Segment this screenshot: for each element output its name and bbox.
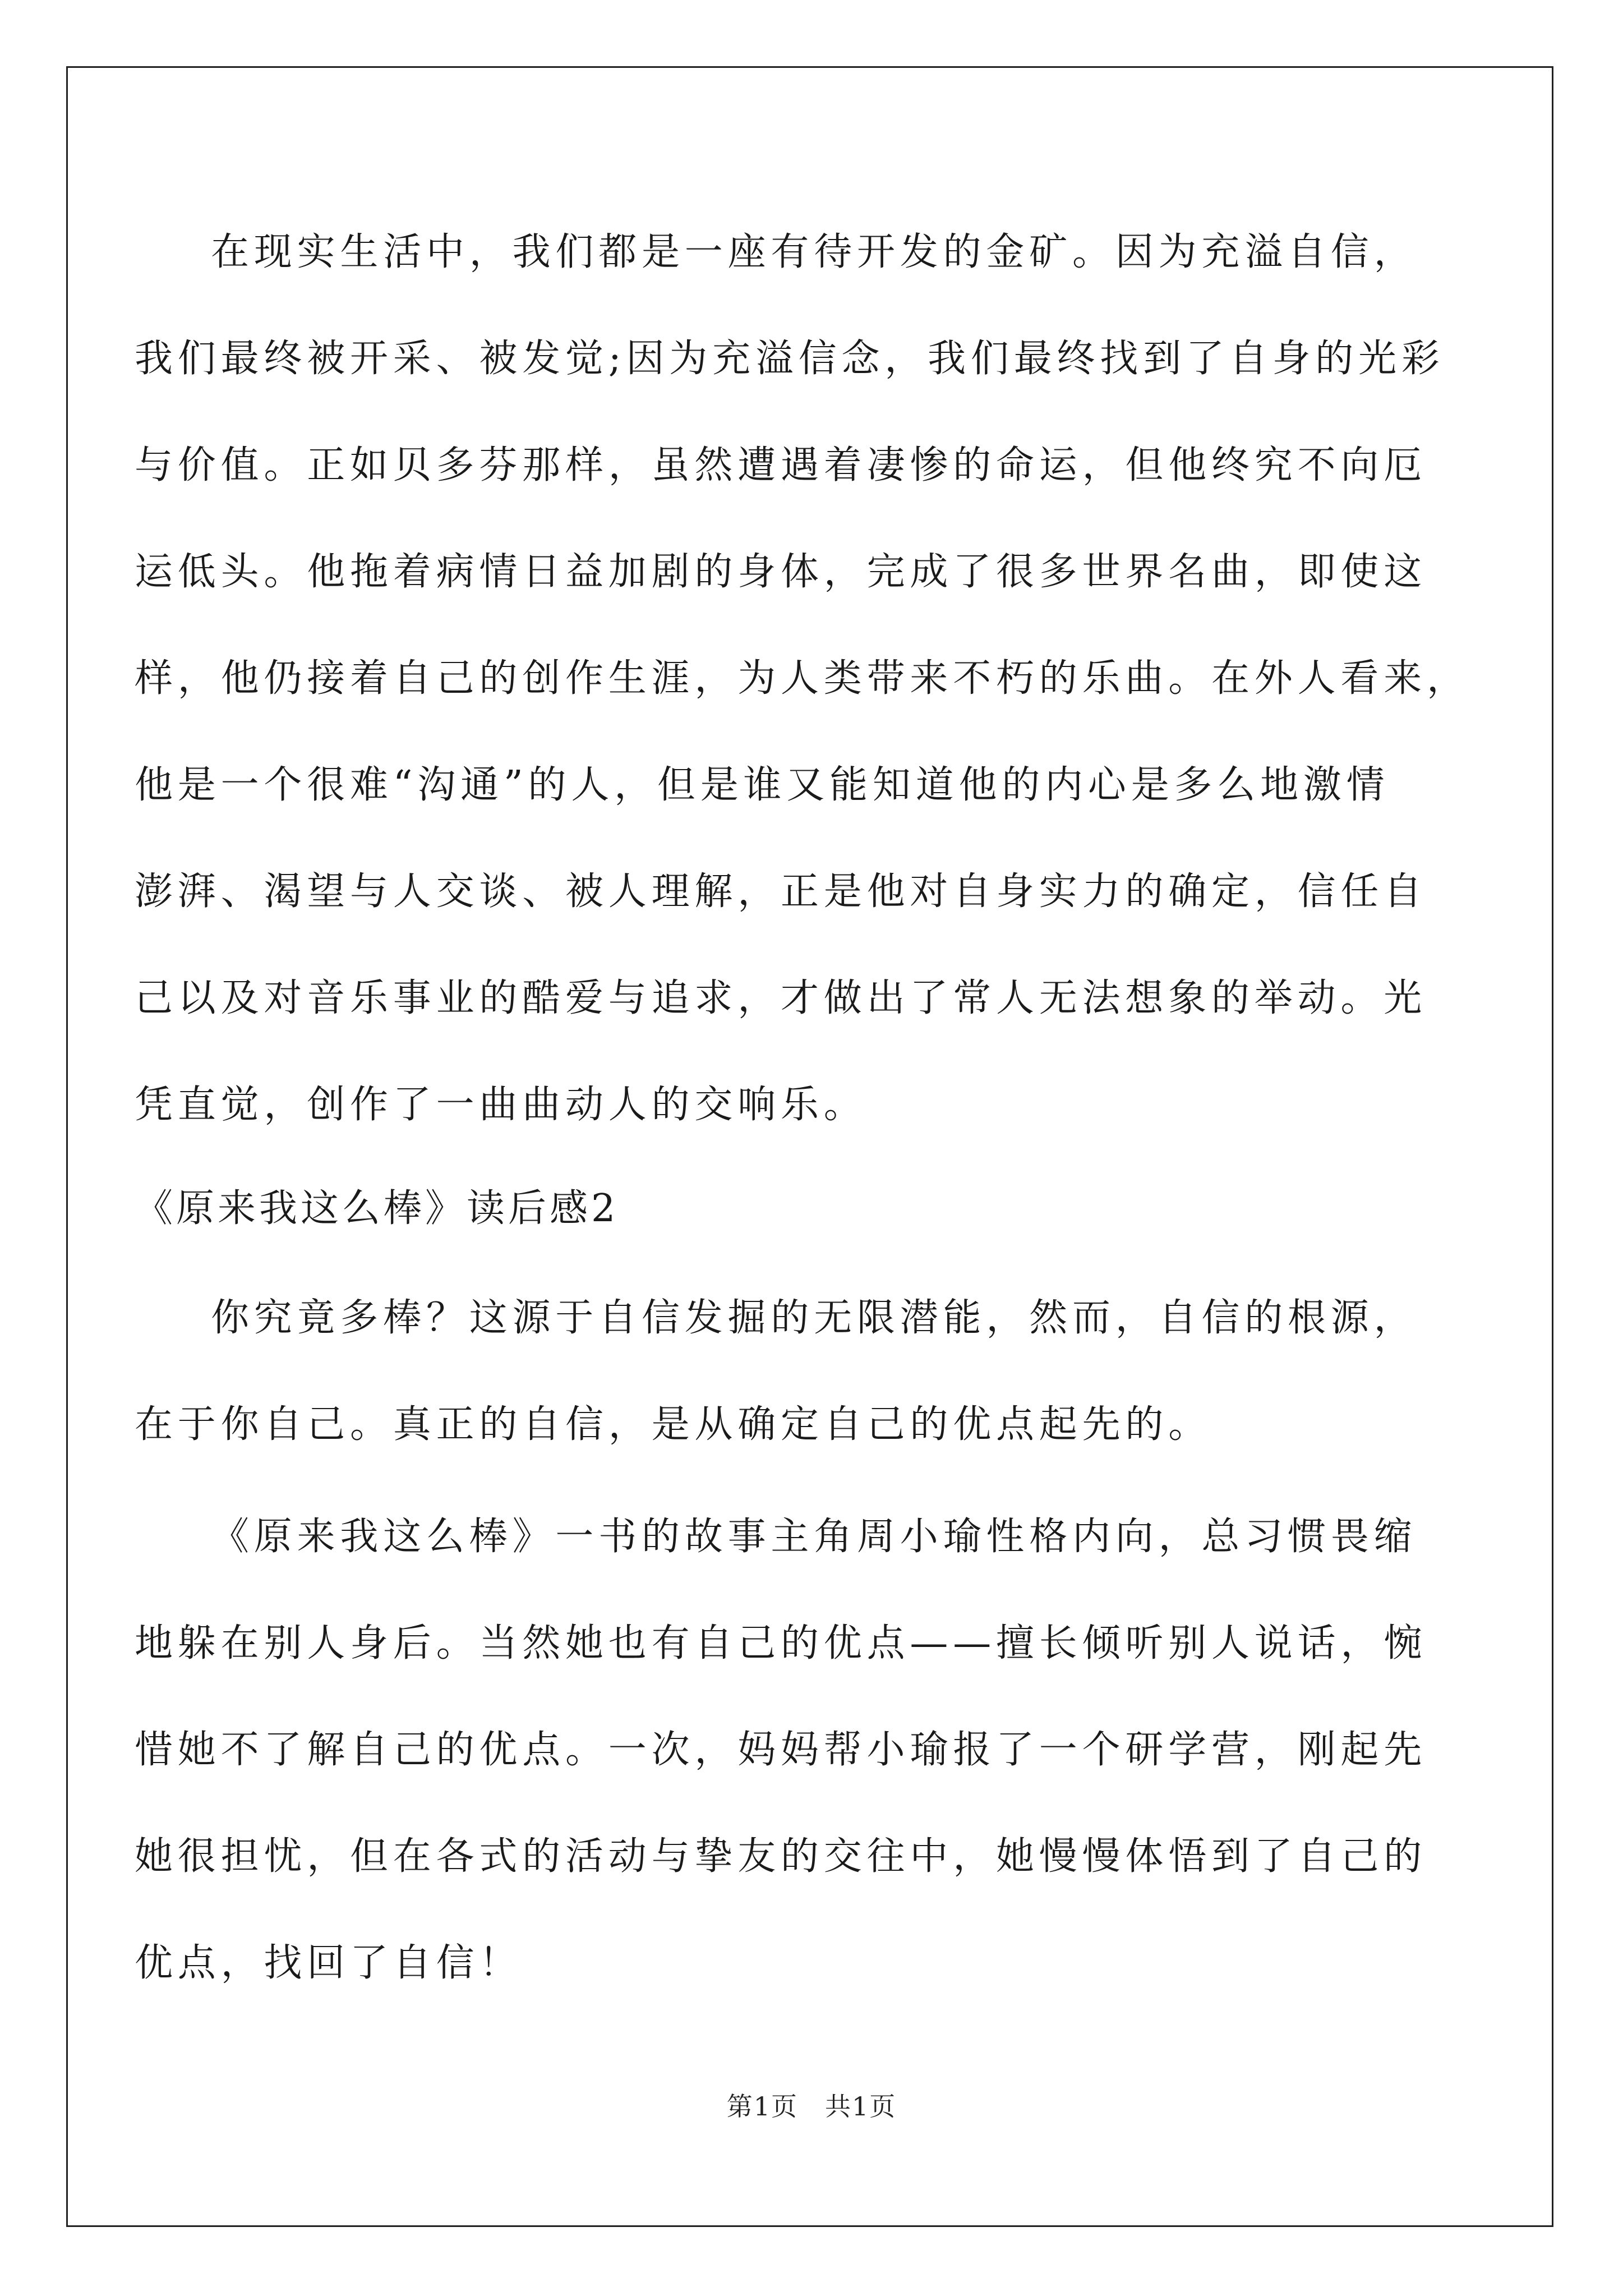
paragraph-line: 优点，找回了自信！ — [135, 1941, 523, 1985]
page-frame — [66, 66, 1553, 2227]
paragraph-line: 她很担忧，但在各式的活动与挚友的交往中，她慢慢体悟到了自己的 — [135, 1834, 1427, 1879]
paragraph-line: 《原来我这么棒》一书的故事主角周小瑜性格内向，总习惯畏缩 — [211, 1515, 1417, 1559]
paragraph-line: 凭直觉，创作了一曲曲动人的交响乐。 — [135, 1083, 867, 1127]
paragraph-line: 己以及对音乐事业的酷爱与追求，才做出了常人无法想象的举动。光 — [135, 976, 1427, 1020]
paragraph-line: 在于你自己。真正的自信，是从确定自己的优点起先的。 — [135, 1402, 1212, 1447]
paragraph-line: 他是一个很难“沟通”的人，但是谁又能知道他的内心是多么地激情 — [135, 763, 1390, 807]
paragraph-line: 你究竟多棒？这源于自信发掘的无限潜能，然而，自信的根源， — [211, 1296, 1417, 1340]
paragraph-line: 惜她不了解自己的优点。一次，妈妈帮小瑜报了一个研学营，刚起先 — [135, 1728, 1427, 1772]
paragraph-line: 在现实生活中，我们都是一座有待开发的金矿。因为充溢自信， — [211, 230, 1417, 274]
section-heading: 《原来我这么棒》读后感2 — [135, 1186, 619, 1231]
paragraph-line: 澎湃、渴望与人交谈、被人理解，正是他对自身实力的确定，信任自 — [135, 869, 1427, 914]
paragraph-line: 与价值。正如贝多芬那样，虽然遭遇着凄惨的命运，但他终究不向厄 — [135, 443, 1427, 487]
page-number-footer: 第1页 共1页 — [726, 2091, 897, 2122]
paragraph-line: 我们最终被开采、被发觉;因为充溢信念，我们最终找到了自身的光彩 — [135, 337, 1445, 381]
paragraph-line: 地躲在别人身后。当然她也有自己的优点——擅长倾听别人说话，惋 — [135, 1621, 1427, 1665]
paragraph-line: 运低头。他拖着病情日益加剧的身体，完成了很多世界名曲，即使这 — [135, 550, 1427, 594]
paragraph-line: 样，他仍接着自己的创作生涯，为人类带来不朽的乐曲。在外人看来， — [135, 656, 1470, 701]
